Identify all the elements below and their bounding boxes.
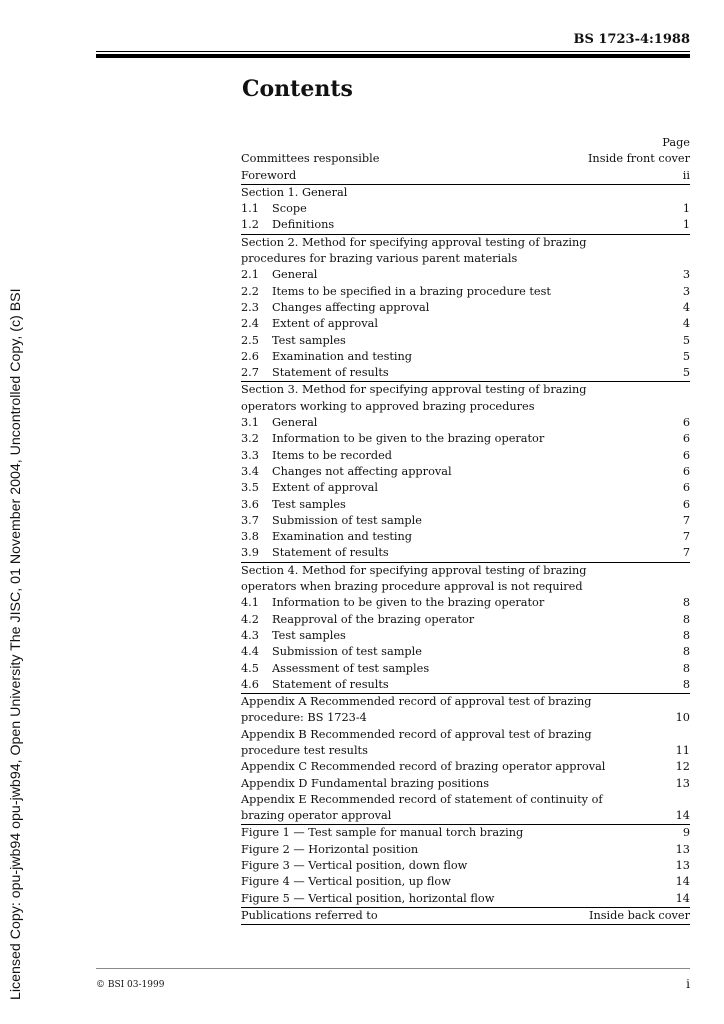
toc-entry-label [241,349,412,365]
toc-entry-text: Test samples [272,628,346,642]
toc-entry-number: 2.4 [241,317,259,331]
page-column-heading: Page [662,136,690,149]
toc-entry-text: General [272,268,318,282]
toc-entry-label [241,908,378,924]
toc-entry-page: 14 [675,809,690,823]
toc-entry-label [241,874,451,890]
section-heading: Section 1. General [241,184,690,201]
toc-section-item [241,284,690,300]
toc-entry-label [241,168,296,184]
toc-entry-page: 12 [675,760,690,774]
toc-section-item [241,300,690,316]
toc-section-item [241,316,690,332]
toc-section-item [241,480,690,496]
toc-entry-label [241,513,422,529]
toc-entry-label [241,612,474,628]
toc-entry-text: Definitions [272,218,335,232]
figure-entry [241,891,690,907]
toc-section-item [241,513,690,529]
toc-entry-label [241,267,317,283]
toc-entry-text: Appendix C Recommended record of brazing operator approval [241,760,606,774]
toc-entry-text: Scope [272,202,307,216]
toc-entry-page: 7 [682,513,690,527]
footer-copyright: © BSI 03-1999 [96,980,165,990]
toc-entry-number: 4.5 [241,661,259,675]
toc-entry-number: 3.7 [241,513,259,527]
toc-entry-text: Examination and testing [272,349,413,363]
toc-front-entry [241,151,690,167]
figure-entry [241,858,690,874]
toc-entry-page: 13 [675,842,690,856]
toc-entry-page: 5 [682,349,690,363]
toc-entry-number: 2.6 [241,349,259,363]
toc-section-item [241,448,690,464]
toc-entry-text: Figure 1 — Test sample for manual torch brazing [241,826,524,840]
appendix-entry-line: Appendix B Recommended record of approval test of brazing [241,727,592,741]
toc-entry-text: Appendix D Fundamental brazing positions [241,776,490,790]
toc-section-item [241,349,690,365]
toc-entry-text: Committees responsible [241,152,380,166]
toc-entry-text: Figure 3 — Vertical position, down flow [241,859,468,873]
toc-entry-page: 13 [675,859,690,873]
toc-entry-number: 4.2 [241,612,259,626]
toc-section-item [241,628,690,644]
toc-entry-page: 8 [682,677,690,691]
toc-entry-text: Test samples [272,497,346,511]
page-title: Contents [242,76,353,102]
toc-section-item [241,415,690,431]
toc-entry-text: Test samples [272,333,346,347]
toc-section-item [241,497,690,513]
toc-entry-label [241,316,378,332]
table-of-contents [241,135,690,925]
toc-section-item [241,365,690,381]
toc-entry-label [241,448,392,464]
toc-section-item [241,644,690,660]
toc-entry-text: Statement of results [272,366,389,380]
toc-entry-number: 2.7 [241,366,259,380]
toc-entry-number: 3.3 [241,448,259,462]
toc-entry-label [241,759,605,775]
figure-entry [241,824,690,841]
toc-entry-number: 2.2 [241,284,259,298]
publications-entry [241,907,690,925]
toc-entry-page: 7 [682,546,690,560]
section-heading: Section 4. Method for specifying approval testing of brazing [241,562,690,579]
toc-section-item [241,661,690,677]
toc-entry-label [241,677,389,693]
toc-entry-number: 2.5 [241,333,259,347]
toc-entry-page: 3 [682,268,690,282]
toc-entry-number: 3.5 [241,481,259,495]
toc-entry-text: Changes affecting approval [272,300,430,314]
toc-entry-number: 3.4 [241,464,259,478]
toc-entry-text: Submission of test sample [272,513,422,527]
section-heading: operators when brazing procedure approval is not required [241,580,583,594]
toc-entry-text: Reapproval of the brazing operator [272,612,475,626]
figure-entry [241,874,690,890]
toc-entry-text: Examination and testing [272,530,413,544]
toc-entry-text: Information to be given to the brazing operator [272,596,545,610]
toc-entry-text: Information to be given to the brazing operator [272,432,545,446]
toc-section-item [241,529,690,545]
header-rule-thin [96,51,690,52]
toc-entry-page: 6 [682,497,690,511]
toc-entry-page: 10 [675,711,690,725]
toc-entry-label [241,497,346,513]
toc-entry-label [241,415,317,431]
figure-entry [241,842,690,858]
toc-entry-text: Changes not affecting approval [272,464,452,478]
toc-entry-text: procedure test results [241,743,368,757]
toc-entry-label [241,151,379,167]
toc-entry-text: Figure 4 — Vertical position, up flow [241,875,451,889]
toc-section-item [241,267,690,283]
toc-section-item [241,677,690,693]
toc-entry-label [241,743,368,759]
toc-entry-label [241,217,334,233]
toc-entry-text: Publications referred to [241,908,378,922]
toc-section-item [241,201,690,217]
toc-entry-page: 11 [675,743,690,757]
toc-entry-label [241,628,346,644]
appendix-entry [241,743,690,759]
toc-entry-page: Inside back cover [589,908,690,922]
toc-entry-label [241,545,389,561]
toc-entry-label [241,825,523,841]
toc-entry-text: Statement of results [272,546,389,560]
toc-entry-text: Items to be recorded [272,448,392,462]
toc-entry-text: Figure 5 — Vertical position, horizontal flow [241,891,495,905]
toc-entry-number: 1.2 [241,218,259,232]
toc-entry-label [241,333,346,349]
toc-entry-label [241,710,367,726]
toc-entry-page: 5 [682,366,690,380]
section-heading: Section 2. Method for specifying approval testing of brazing [241,234,690,251]
toc-entry-label [241,300,429,316]
toc-entry-page: ii [682,168,690,182]
toc-entry-page: 14 [675,891,690,905]
toc-entry-number: 3.8 [241,530,259,544]
toc-section-item [241,333,690,349]
toc-entry-page: 8 [682,645,690,659]
toc-entry-label [241,661,429,677]
toc-entry-page: 6 [682,416,690,430]
toc-entry-label [241,480,378,496]
toc-entry-page: 8 [682,596,690,610]
toc-entry-page: 1 [682,202,690,216]
toc-entry-page: 6 [682,432,690,446]
toc-entry-number: 4.6 [241,677,259,691]
toc-entry-page: 3 [682,284,690,298]
appendix-entry-line: Appendix E Recommended record of statement of continuity of [241,792,603,806]
footer-page-number: i [686,977,690,991]
toc-front-entry [241,168,690,184]
toc-entry-page: 1 [682,218,690,232]
toc-entry-label [241,431,544,447]
toc-entry-label [241,365,389,381]
toc-entry-page: 14 [675,875,690,889]
section-heading: operators working to approved brazing procedures [241,399,535,413]
toc-entry-page: 4 [682,317,690,331]
toc-entry-page: 5 [682,333,690,347]
toc-entry-label [241,891,494,907]
toc-entry-page: 6 [682,481,690,495]
toc-entry-number: 3.9 [241,546,259,560]
toc-entry-page: 8 [682,628,690,642]
toc-entry-text: Assessment of test samples [272,661,430,675]
toc-entry-text: Foreword [241,168,297,182]
section-heading: procedures for brazing various parent materials [241,252,518,266]
toc-entry-number: 1.1 [241,202,259,216]
toc-entry-text: Statement of results [272,677,389,691]
toc-entry-page: Inside front cover [587,152,690,166]
appendix-entry-line: Appendix A Recommended record of approval test of brazing [241,693,690,710]
toc-entry-text: Figure 2 — Horizontal position [241,842,419,856]
toc-entry-text: General [272,416,318,430]
toc-entry-number: 4.3 [241,628,259,642]
toc-section-item [241,464,690,480]
toc-entry-page: 4 [682,300,690,314]
toc-entry-text: procedure: BS 1723-4 [241,711,367,725]
appendix-entry [241,710,690,726]
toc-entry-text: Extent of approval [272,317,378,331]
toc-entry-label [241,201,307,217]
toc-entry-number: 2.3 [241,300,259,314]
toc-section-item [241,545,690,561]
toc-entry-number: 3.6 [241,497,259,511]
license-watermark: Licensed Copy: opu-jwb94 opu-jwb94, Open University The JISC, 01 November 2004, Uncontrolled Copy, (c) BSI [8,288,24,1000]
toc-section-item [241,431,690,447]
toc-entry-number: 4.4 [241,645,259,659]
toc-entry-label [241,529,412,545]
header-rule-thick [96,54,690,58]
toc-entry-page: 7 [682,530,690,544]
toc-section-item [241,612,690,628]
toc-entry-page: 8 [682,612,690,626]
appendix-entry [241,808,690,824]
toc-entry-page: 13 [675,776,690,790]
toc-entry-page: 9 [682,826,690,840]
standard-code: BS 1723-4:1988 [573,32,690,47]
toc-entry-page: 6 [682,464,690,478]
toc-entry-number: 3.1 [241,416,259,430]
toc-entry-number: 3.2 [241,432,259,446]
toc-section-item [241,217,690,233]
toc-entry-label [241,808,391,824]
toc-entry-number: 4.1 [241,596,259,610]
toc-entry-text: brazing operator approval [241,809,392,823]
toc-entry-label [241,284,551,300]
toc-section-item [241,595,690,611]
toc-entry-label [241,644,422,660]
footer-rule [96,968,690,969]
toc-entry-label [241,464,452,480]
toc-entry-page: 6 [682,448,690,462]
toc-entry-text: Submission of test sample [272,645,422,659]
appendix-entry [241,776,690,792]
toc-entry-text: Extent of approval [272,481,378,495]
section-heading: Section 3. Method for specifying approval testing of brazing [241,381,690,398]
toc-entry-label [241,595,544,611]
toc-entry-label [241,776,489,792]
toc-entry-number: 2.1 [241,268,259,282]
toc-entry-label [241,858,467,874]
toc-entry-page: 8 [682,661,690,675]
toc-entry-label [241,842,418,858]
toc-entry-text: Items to be specified in a brazing procedure test [272,284,551,298]
appendix-entry [241,759,690,775]
